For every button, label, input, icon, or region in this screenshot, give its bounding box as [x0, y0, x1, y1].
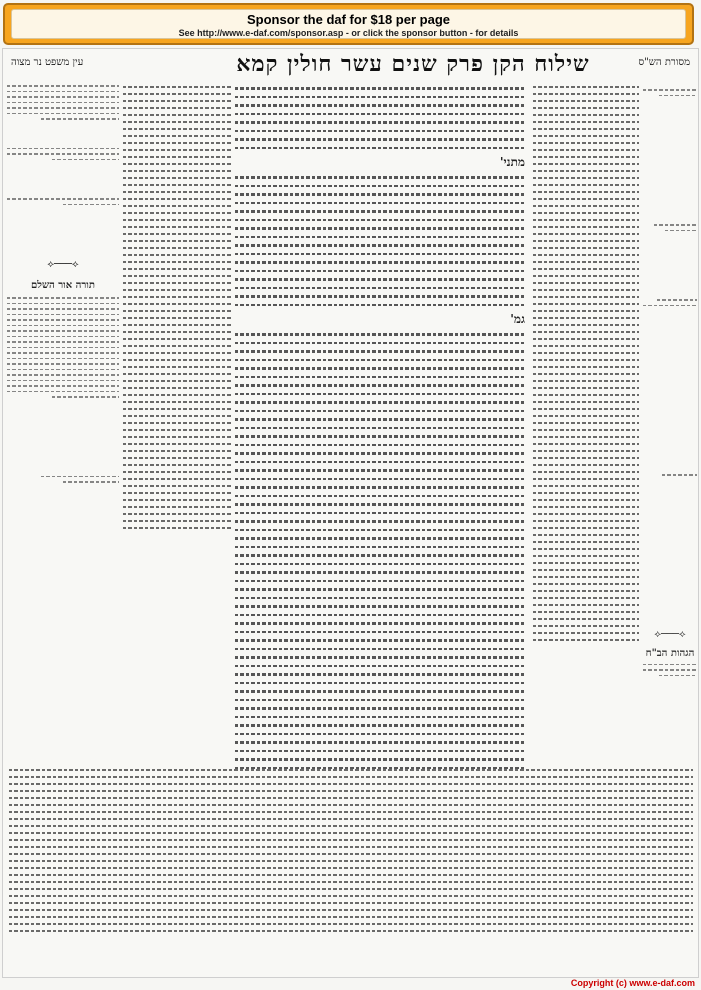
talmud-page-scan	[2, 48, 699, 978]
right-margin-notes	[643, 85, 697, 680]
copyright-footer: Copyright (c) www.e-daf.com	[570, 978, 695, 988]
gemara-marker: גמ'	[510, 312, 525, 326]
gemara-column	[235, 81, 525, 775]
sponsor-banner-inner[interactable]	[11, 9, 686, 39]
rashi-column	[533, 81, 639, 646]
running-header-left: עין משפט נר מצוה	[11, 57, 84, 68]
sponsor-link[interactable]: See http://www.e-daf.com/sponsor.asp - or click the sponsor button - for details	[178, 28, 519, 38]
bottom-commentary-block	[9, 764, 693, 937]
left-side-heading: תורה אור השלם	[31, 280, 95, 291]
mishnah-marker: מתני'	[499, 155, 525, 169]
tosafot-column	[123, 81, 231, 534]
running-header-right: מסורת הש"ס	[638, 57, 690, 68]
daf-header-title: שילוח הקן פרק שנים עשר חולין קמא	[236, 51, 590, 77]
ornament-divider: ⟡───⟡	[654, 628, 686, 640]
sponsor-banner[interactable]	[3, 3, 694, 45]
ornament-divider: ⟡───⟡	[47, 259, 79, 270]
right-side-heading: הגהות הב"ח	[645, 647, 695, 659]
sponsor-title[interactable]: Sponsor the daf for $18 per page	[247, 12, 450, 27]
